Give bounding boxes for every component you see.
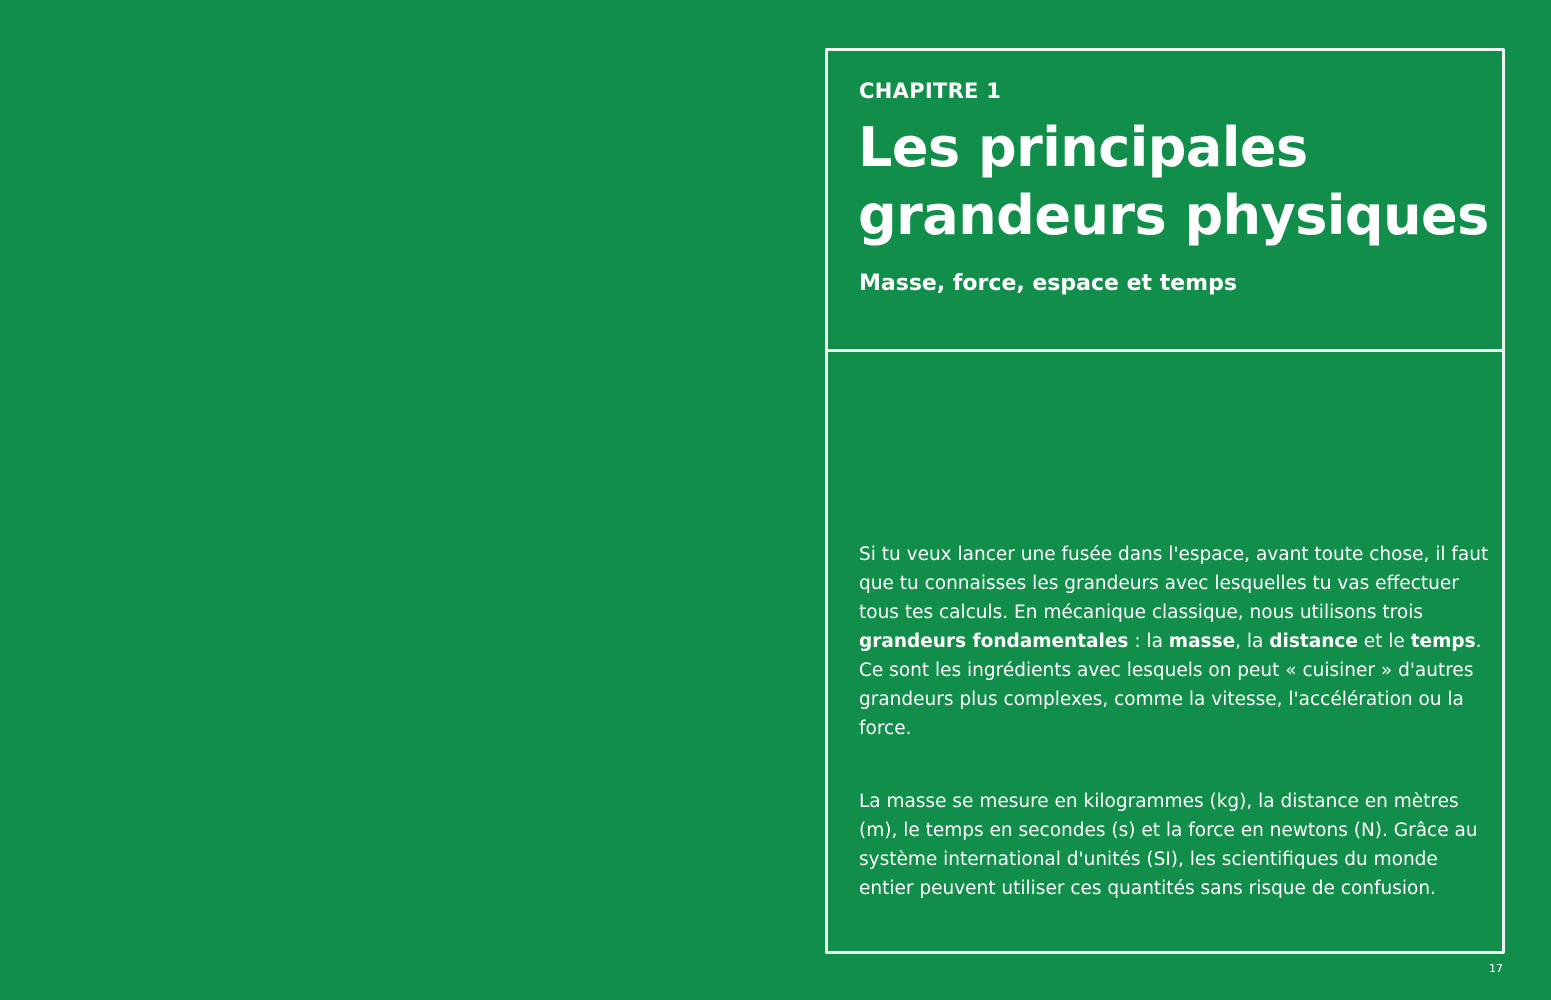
text-run: : la	[1128, 631, 1169, 652]
text-run: Si tu veux lancer une fusée dans l'espace, avant toute chose, il faut que tu connaisses les grandeurs avec lesquelles tu vas effectuer tous tes calculs. En mécanique classique, nous utilisons trois	[859, 544, 1489, 623]
text-run: , la	[1235, 631, 1270, 652]
chapter-frame	[825, 48, 1505, 954]
bold-term-grandeurs-fondamentales: grandeurs fondamentales	[859, 631, 1129, 652]
text-run: . Ce sont les ingrédients avec lesquels on peut « cuisiner » d'autres grandeurs plus complexes, comme la vitesse, l'accélération ou la force.	[859, 631, 1482, 739]
text-run: et le	[1357, 631, 1411, 652]
chapter-label: CHAPITRE 1	[859, 79, 1002, 103]
chapter-subtitle: Masse, force, espace et temps	[859, 271, 1237, 296]
bold-term-masse: masse	[1168, 631, 1236, 652]
chapter-title: Les principales grandeurs physiques	[858, 116, 1489, 247]
intro-paragraph	[859, 540, 1489, 743]
units-paragraph: La masse se mesure en kilogrammes (kg), la distance en mètres (m), le temps en secondes (s) et la force en newtons (N). Grâce au système international d'unités (SI), les scientifiques du monde entier peuvent utiliser ces quantités sans risque de confusion.	[859, 791, 1478, 899]
bold-term-temps: temps	[1410, 631, 1476, 652]
section-divider	[828, 349, 1502, 352]
page-number: 17	[1489, 962, 1503, 975]
left-page-blank	[0, 0, 775, 1000]
bold-term-distance: distance	[1269, 631, 1358, 652]
